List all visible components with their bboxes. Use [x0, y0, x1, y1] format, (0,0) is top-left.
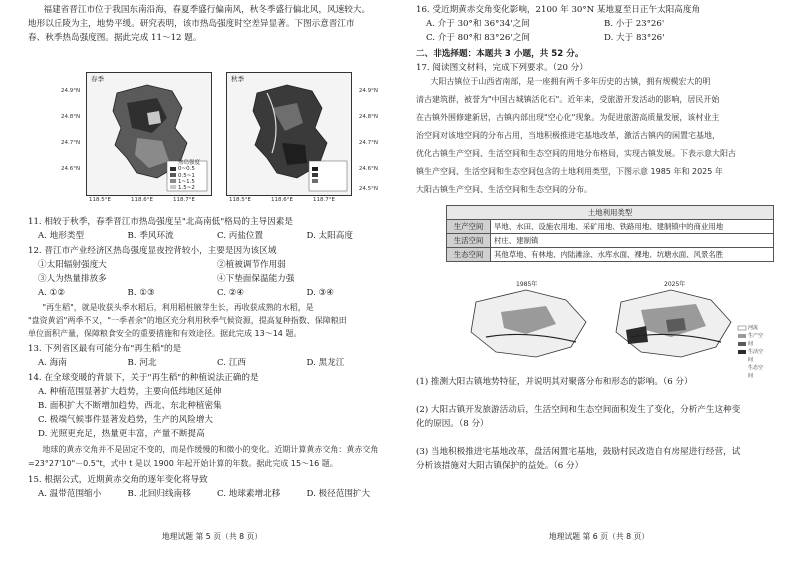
- lon-label: 118.6°E: [131, 196, 153, 203]
- autumn-map: [226, 72, 378, 203]
- q16-stem: 16. 受近期黄赤交角变化影响，2100 年 30°N 某地夏至日正午太阳高度角: [416, 5, 701, 15]
- q13-option-b[interactable]: B. 河北: [127, 358, 157, 368]
- exam-page-5: [28, 0, 396, 566]
- subquestion-3: (3) 当地积极推进宅基地改革，盘活闲置宅基地，鼓励村民改造自有房屋进行经营，试: [416, 447, 741, 457]
- subquestion-2-cont: 化的原因。（8 分）: [416, 419, 489, 429]
- q15-option-a[interactable]: A. 温带范围缩小: [38, 489, 102, 499]
- intro-line-3: 春、秋季热岛强度图。据此完成 11～12 题。: [28, 33, 202, 43]
- table-row: [447, 220, 774, 234]
- lon-label: 118.6°E: [271, 196, 293, 203]
- q15-option-b[interactable]: B. 北回归线南移: [127, 489, 191, 499]
- q14-option-a[interactable]: A. 种植范围显著扩大趋势，主要向低纬地区延伸: [38, 387, 222, 397]
- q11-option-b[interactable]: B. 季风环流: [127, 231, 174, 241]
- land-use-table: [446, 205, 774, 262]
- lat-label: 24.8°N: [61, 114, 81, 120]
- q12-statement: ④下垫面保温能力强: [217, 274, 295, 284]
- subquestion-2: (2) 大阳古镇开发旅游活动后，生活空间和生态空间面积发生了变化，分析产生这种变: [416, 405, 741, 415]
- legend-item: 1.5~2: [178, 185, 195, 192]
- q13-stem: 13. 下列省区最有可能分布"再生稻"的是: [28, 344, 182, 354]
- passage-line-7: 大阳古镇生产空间、生活空间和生态空间的分布。: [416, 185, 592, 194]
- legend-item: 生活空间: [748, 349, 764, 363]
- q12-option-a[interactable]: A. ①②: [38, 288, 66, 298]
- q12-statements-1: [38, 259, 396, 272]
- lat-label: 24.9°N: [358, 88, 378, 94]
- page-footer: 地理试题 第 6 页（共 8 页）: [548, 532, 650, 541]
- q12-statements-2: [38, 273, 396, 286]
- q12-choices: [38, 287, 396, 300]
- lat-label: 24.6°N: [358, 166, 378, 172]
- legend-item: 生产空间: [748, 333, 764, 347]
- intro-line-2: 地形以丘陵为主，地势平缓。研究表明，该市热岛强度时空差异显著。下图示意晋江市: [28, 19, 355, 29]
- row-label: 生产空间: [447, 220, 491, 234]
- row-value: 村庄、建制镇: [491, 234, 774, 248]
- lat-label: 24.5°N: [358, 186, 378, 192]
- passage2-line-1: "再生稻"，就是收获头季水稻后，利用稻桩腋芽生长，再收获成熟的水稻，是: [42, 303, 314, 312]
- q11-options: [38, 230, 396, 243]
- table-header: 土地利用类型: [447, 206, 774, 220]
- passage-line-3: 在古镇外围修建新居，古镇内部出现"空心化"现象。为促进旅游高质量发展，该村业主: [416, 113, 720, 122]
- row-label: 生态空间: [447, 248, 491, 262]
- subquestion-3-cont: 分析该措施对大阳古镇保护的益处。（6 分）: [416, 461, 584, 471]
- q11-option-d[interactable]: D. 太阳高度: [306, 231, 353, 241]
- legend-spring: [178, 160, 212, 192]
- passage-line-4: 治空间对该地空间的分布占用，当地积极推进宅基地改革，激活古镇内的闲置宅基地，: [416, 131, 720, 140]
- legend-title: 热岛强度: [178, 160, 201, 166]
- q15-stem: 15. 根据公式，近期黄赤交角的逐年变化将导致: [28, 475, 208, 485]
- q13-option-a[interactable]: A. 海南: [38, 358, 67, 368]
- passage3-line-1: 地球的黄赤交角并不是固定不变的，而是作缓慢的和微小的变化。近期计算黄赤交角：黄赤交角: [42, 445, 379, 454]
- q16-option-a[interactable]: A. 介于 30°和 36°34'之间: [426, 19, 530, 29]
- lon-label: 118.7°E: [313, 196, 335, 203]
- row-label: 生活空间: [447, 234, 491, 248]
- lat-label: 24.7°N: [61, 140, 81, 146]
- lon-label: 118.7°E: [173, 196, 195, 203]
- subquestion-1: (1) 推测大阳古镇地势特征，并说明其对聚落分布和形态的影响。（6 分）: [416, 377, 693, 387]
- q16-option-d[interactable]: D. 大于 83°26': [604, 33, 665, 43]
- year-2025-label: 2025年: [664, 281, 686, 288]
- q13-options: [38, 357, 396, 370]
- q12-statement: ①太阳辐射强度大: [38, 260, 107, 270]
- q13-option-d[interactable]: D. 黑龙江: [306, 358, 345, 368]
- lon-label: 118.5°E: [89, 196, 111, 203]
- year-1985-label: 1985年: [516, 281, 538, 288]
- table-row: [447, 248, 774, 262]
- legend-item: 生态空间: [748, 365, 764, 379]
- q16-options-row2: [426, 32, 782, 45]
- q17-stem: 17. 阅读图文材料，完成下列要求。（20 分）: [416, 63, 588, 73]
- q12-stem: 12. 晋江市产业经济区热岛强度显夜控背较小，主要是因为该区域: [28, 246, 277, 256]
- page-footer: 地理试题 第 5 页（共 8 页）: [161, 532, 263, 541]
- q16-option-b[interactable]: B. 小于 23°26': [604, 19, 665, 29]
- heat-island-maps: [61, 72, 378, 203]
- map-legend: [748, 324, 766, 380]
- q12-option-b[interactable]: B. ①③: [127, 288, 155, 298]
- passage-line-1: 大阳古镇位于山西省南部，是一座拥有两千多年历史的古镇，拥有规模宏大的明: [430, 77, 711, 86]
- passage-line-6: 镇生产空间、生活空间和生态空间包含的土地利用类型，下图示意 1985 年和 2025 年: [416, 167, 723, 176]
- q15-options: [38, 488, 396, 501]
- q12-statement: ②植被调节作用弱: [217, 260, 286, 270]
- intro-line-1: 福建省晋江市位于我国东南沿海，春夏季盛行偏南风，秋冬季盛行偏北风，风速较大。: [43, 5, 371, 15]
- q11-option-a[interactable]: A. 地形类型: [38, 231, 85, 241]
- legend-item: 0.5~1: [178, 172, 195, 179]
- lat-label: 24.7°N: [358, 140, 378, 146]
- q11-option-c[interactable]: C. 丙盐位置: [217, 231, 264, 241]
- autumn-map-graphic: [227, 73, 353, 197]
- lat-label: 24.6°N: [61, 166, 81, 172]
- row-value: 其他草地、有林地、内陆滩涂、水库水面、裸地、坑塘水面、风景名胜: [491, 248, 774, 262]
- q16-option-c[interactable]: C. 介于 80°和 83°26'之间: [426, 33, 530, 43]
- autumn-label: 秋季: [231, 75, 244, 83]
- lat-label: 24.8°N: [358, 114, 378, 120]
- q14-option-c[interactable]: C. 极端气候事件显著发趋势，生产的风险增大: [38, 415, 214, 425]
- q16-options-row1: [426, 18, 782, 31]
- q11-stem: 11. 相较于秋季，春季晋江市热岛强度呈"北高南低"格局的主导因素是: [28, 217, 293, 227]
- q12-statement: ③人为热量排放多: [38, 274, 107, 284]
- q13-option-c[interactable]: C. 江西: [217, 358, 246, 368]
- space-distribution-maps: [456, 281, 766, 379]
- legend-item: 1~1.5: [178, 178, 195, 185]
- q14-option-b[interactable]: B. 面积扩大不断增加趋势，西北、东北种植密集: [38, 401, 222, 411]
- exam-page-6: [416, 0, 782, 566]
- table-row: [447, 234, 774, 248]
- passage3-line-2: =23°27'10"－0.5"t，式中 t 是以 1900 年起开始计算的年数。据此完成 15～16 题。: [28, 459, 338, 468]
- q12-option-c[interactable]: C. ②④: [217, 288, 245, 298]
- spring-label: 春季: [91, 75, 104, 83]
- section-heading: 二、非选择题：本题共 3 小题，共 52 分。: [416, 49, 584, 59]
- q14-option-d[interactable]: D. 光照更充足，热量更丰富，产量不断提高: [38, 429, 205, 439]
- lat-label: 24.9°N: [61, 88, 81, 94]
- legend-item: 河流: [748, 325, 759, 331]
- lon-label: 118.5°E: [229, 196, 251, 203]
- passage2-line-2: "盘资黄滔"两季不又，"一季者余"的地区充分利用秋季气候资源，提高复种指数、保障粮田: [28, 316, 347, 325]
- legend-item: 0~0.5: [178, 166, 195, 173]
- q15-option-d[interactable]: D. 极径范围扩大: [306, 489, 371, 499]
- passage-line-2: 清古建筑群，被誉为"中国古城镇活化石"。近年来，受旅游开发活动的影响，居民开始: [416, 95, 720, 104]
- q15-option-c[interactable]: C. 地球素增北移: [217, 489, 281, 499]
- row-value: 旱地、水田、设施农用地、采矿用地、铁路用地、建制镇中的商业用地: [491, 220, 774, 234]
- passage-line-5: 优化古镇生产空间、生活空间和生态空间的用地分布格局，实现古镇发展。下表示意大阳古: [416, 149, 736, 158]
- q12-option-d[interactable]: D. ③④: [306, 288, 334, 298]
- q14-stem: 14. 在全球变暖的背景下，关于"再生稻"的种植说法正确的是: [28, 373, 259, 383]
- distribution-map-graphic: [456, 282, 766, 370]
- passage2-line-3: 单位面积产量，保障粮食安全的重要措施和有效途径。据此完成 13～14 题。: [28, 329, 302, 338]
